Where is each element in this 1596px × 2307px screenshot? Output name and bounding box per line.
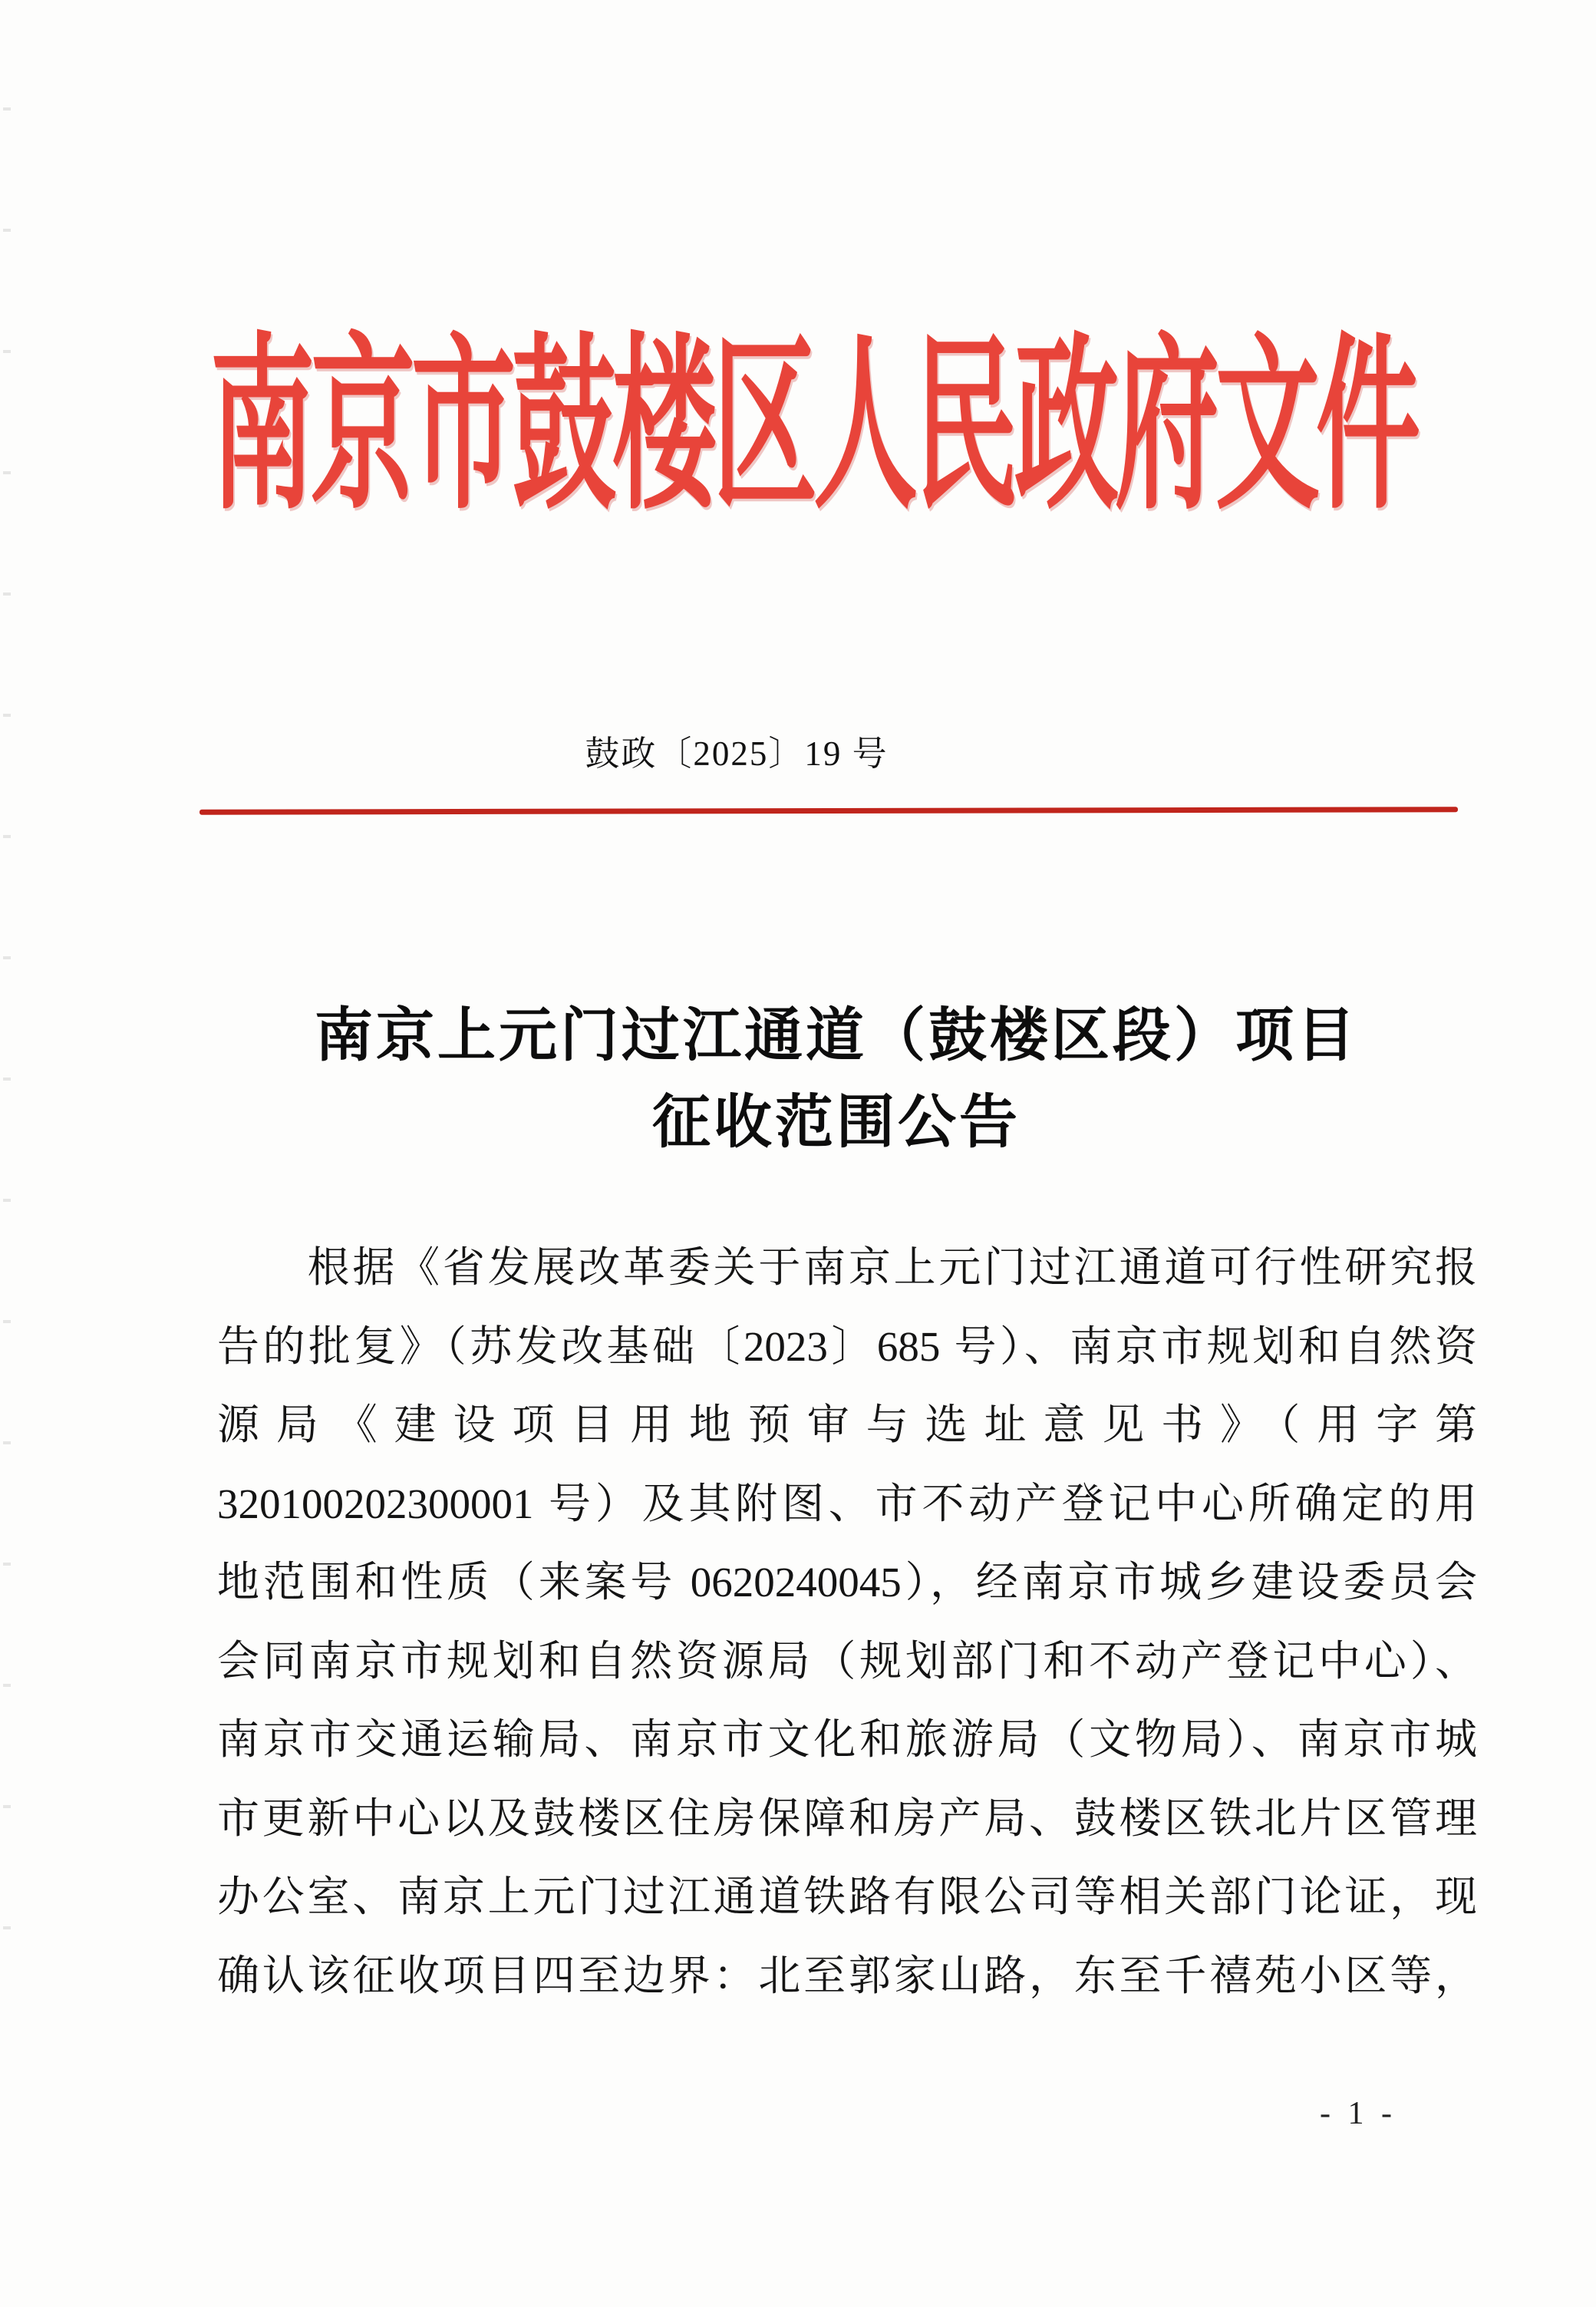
document-number: 鼓政〔2025〕19 号	[585, 734, 889, 773]
body-line: 320100202300001 号）及其附图、市不动产登记中心所确定的用	[217, 1480, 1477, 1527]
page-number: - 1 -	[1320, 2096, 1396, 2131]
scan-artifacts	[3, 107, 11, 2041]
document-title-line1: 南京上元门过江通道（鼓楼区段）项目	[315, 1004, 1358, 1068]
body-paragraph	[217, 1229, 1477, 2015]
body-line: 源局《建设项目用地预审与选址意见书》（用字第	[217, 1401, 1477, 1448]
body-line: 会同南京市规划和自然资源局（规划部门和不动产登记中心）、	[217, 1637, 1477, 1685]
body-line: 地范围和性质（来案号 0620240045），经南京市城乡建设委员会	[217, 1559, 1477, 1606]
body-line: 确认该征收项目四至边界：北至郭家山路，东至千禧苑小区等，	[217, 1952, 1477, 1999]
document-title-line2: 征收范围公告	[652, 1091, 1021, 1155]
document-title	[207, 993, 1466, 1167]
body-line: 市更新中心以及鼓楼区住房保障和房产局、鼓楼区铁北片区管理	[217, 1794, 1477, 1842]
body-line: 根据《省发展改革委关于南京上元门过江通道可行性研究报	[217, 1244, 1477, 1291]
red-divider-line	[200, 807, 1458, 814]
body-line: 告的批复》（苏发改基础〔2023〕685 号）、南京市规划和自然资	[217, 1322, 1477, 1370]
body-line: 办公室、南京上元门过江通道铁路有限公司等相关部门论证，现	[217, 1873, 1477, 1920]
body-line: 南京市交通运输局、南京市文化和旅游局（文物局）、南京市城	[217, 1716, 1477, 1763]
masthead-title: 南京市鼓楼区人民政府文件	[210, 325, 1416, 532]
